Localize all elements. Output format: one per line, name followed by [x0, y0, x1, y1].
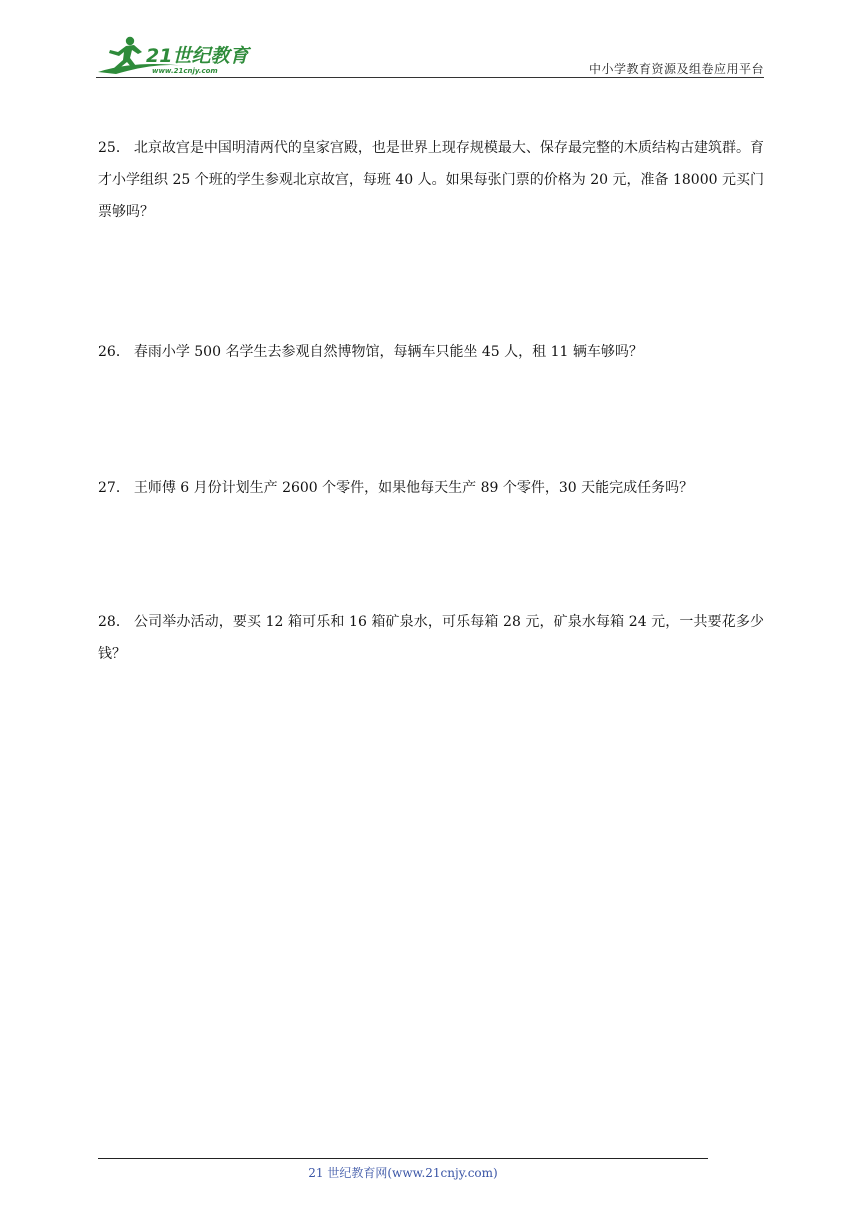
question-number: 25． — [98, 140, 130, 156]
question-number: 27． — [98, 480, 130, 496]
question-text: 北京故宫是中国明清两代的皇家宫殿，也是世界上现存规模最大、保存最完整的木质结构古建筑群。育才小学组织 25 个班的学生参观北京故宫，每班 40 人。如果每张门票的价格为 20 元，准备 18000 元买门票够吗？ — [98, 140, 764, 220]
question-25 — [98, 132, 764, 228]
question-text: 王师傅 6 月份计划生产 2600 个零件，如果他每天生产 89 个零件，30 天能完成任务吗？ — [133, 480, 694, 496]
question-26 — [98, 336, 764, 368]
page-header — [96, 32, 764, 80]
question-27 — [98, 472, 764, 504]
logo-text: 21世纪教育 — [146, 45, 249, 67]
question-number: 28． — [98, 614, 131, 630]
question-text: 公司举办活动，要买 12 箱可乐和 16 箱矿泉水，可乐每箱 28 元，矿泉水每箱 24 元，一共要花多少钱？ — [98, 614, 764, 662]
platform-name: 中小学教育资源及组卷应用平台 — [588, 62, 764, 76]
runner-logo-icon — [96, 32, 266, 78]
footer-divider — [98, 1158, 708, 1159]
header-divider — [96, 77, 764, 78]
question-number: 26． — [98, 344, 130, 360]
footer-site-link[interactable]: 21 世纪教育网(www.21cnjy.com) — [308, 1166, 498, 1180]
logo-url-text: www.21cnjy.com — [152, 67, 218, 75]
logo-21cnjy — [96, 32, 266, 78]
question-text: 春雨小学 500 名学生去参观自然博物馆，每辆车只能坐 45 人，租 11 辆车够吗？ — [133, 344, 643, 360]
question-28 — [98, 606, 764, 670]
